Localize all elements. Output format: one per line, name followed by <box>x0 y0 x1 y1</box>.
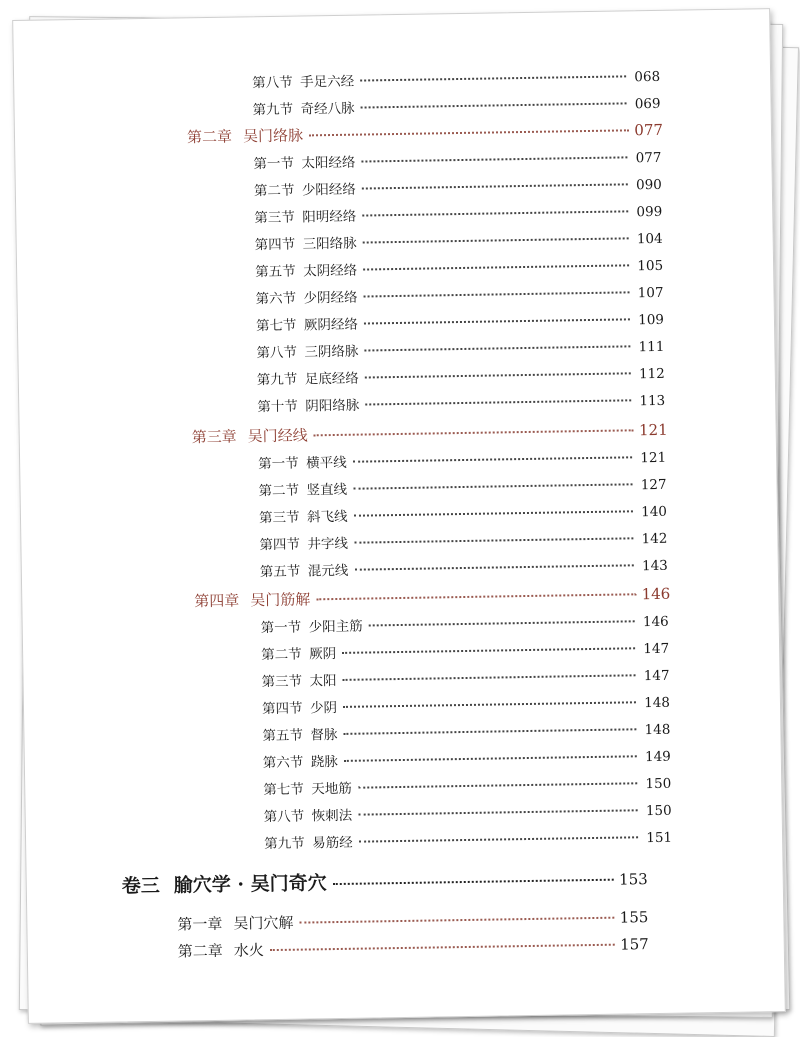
toc-entry <box>260 554 668 580</box>
toc-entry-title: 腧穴学 · 吴门奇穴 <box>173 872 327 897</box>
dot-leader <box>343 674 636 681</box>
toc-entry-title: 天地筋 <box>311 780 352 798</box>
toc-entry <box>194 583 670 611</box>
toc-entry-page: 147 <box>643 640 670 658</box>
dot-leader <box>353 510 632 516</box>
toc-entry-number: 第一节 <box>260 619 302 637</box>
toc-entry <box>263 745 671 771</box>
toc-entry <box>258 446 666 472</box>
dot-leader <box>364 345 630 351</box>
toc-entry <box>252 92 660 118</box>
toc-entry <box>258 473 666 499</box>
toc-entry-number: 第七节 <box>263 781 304 799</box>
toc-entry-page: 068 <box>634 68 661 86</box>
dot-leader <box>359 836 638 842</box>
dot-leader <box>314 429 634 436</box>
toc-entry-number: 第九节 <box>252 101 294 119</box>
toc-entry-title: 厥阴经络 <box>303 316 359 334</box>
toc-entry-number: 第六节 <box>255 290 297 308</box>
dot-leader <box>361 156 627 162</box>
toc-entry-title: 太阳经络 <box>301 154 356 172</box>
dot-leader <box>342 647 635 654</box>
dot-leader <box>362 183 628 189</box>
toc-entry-number: 第三节 <box>254 209 295 227</box>
toc-entry-title: 易筋经 <box>312 834 353 852</box>
toc-entry <box>256 335 664 361</box>
toc-entry-number: 第五节 <box>255 263 296 281</box>
toc-entry-number: 第四节 <box>254 236 296 254</box>
toc-entry-title: 少阳主筋 <box>308 618 363 636</box>
dot-leader <box>362 210 628 216</box>
toc-entry-page: 077 <box>634 120 664 140</box>
toc-entry-title: 恢刺法 <box>311 807 353 825</box>
dot-leader <box>364 318 630 324</box>
toc-entry-page: 147 <box>643 667 670 685</box>
toc-entry-title: 吴门筋解 <box>250 590 311 610</box>
toc-entry-number: 第四节 <box>261 700 303 718</box>
toc-entry-page: 127 <box>640 476 667 494</box>
toc-entry <box>262 718 670 744</box>
dot-leader <box>358 782 637 788</box>
toc-entry-number: 第三节 <box>258 509 300 527</box>
toc-entry-page: 146 <box>642 613 669 631</box>
toc-entry-number: 第八节 <box>256 344 298 362</box>
toc-entry-page: 113 <box>639 392 666 410</box>
toc-entry-page: 104 <box>636 230 663 248</box>
toc-entry-title: 太阴经络 <box>303 262 358 280</box>
toc-entry-number: 第九节 <box>264 835 305 853</box>
toc-entry <box>254 173 662 199</box>
dot-leader <box>363 264 629 270</box>
dot-leader <box>361 102 627 108</box>
toc-entry-number: 第三节 <box>261 673 303 691</box>
toc-entry <box>254 200 662 226</box>
toc-entry-title: 奇经八脉 <box>300 100 355 118</box>
toc-entry-page: 112 <box>638 365 665 383</box>
dot-leader <box>333 879 614 885</box>
toc-entry-title: 斜飞线 <box>306 508 348 526</box>
toc-entry-number: 第二节 <box>261 646 302 664</box>
toc-entry-number: 第三章 <box>191 427 237 447</box>
toc-entry-number: 第二节 <box>253 182 295 200</box>
toc-entry-title: 厥阴 <box>309 646 337 663</box>
toc-entry-title: 跷脉 <box>310 753 338 771</box>
toc-entry-page: 149 <box>644 748 671 766</box>
toc-entry <box>257 362 665 388</box>
toc-entry <box>261 664 669 690</box>
toc-entry-number: 卷三 <box>121 874 160 898</box>
toc-entry-title: 横平线 <box>306 454 347 472</box>
toc-entry <box>192 419 668 447</box>
dot-leader <box>365 372 631 378</box>
toc-entry-page: 121 <box>638 420 668 440</box>
toc-entry <box>178 933 649 961</box>
toc-entry-page: 148 <box>644 721 671 739</box>
dot-leader <box>369 620 635 626</box>
toc-entry-page: 153 <box>618 870 648 889</box>
toc-entry-title: 竖直线 <box>306 481 348 499</box>
toc-entry-number: 第八节 <box>252 74 293 92</box>
toc-entry <box>177 906 648 934</box>
toc-entry-title: 混元线 <box>307 562 349 580</box>
toc-entry-title: 吴门穴解 <box>233 913 294 933</box>
toc-entry-title: 手足六经 <box>300 73 355 91</box>
toc-entry <box>264 799 672 825</box>
toc-entry <box>261 637 669 663</box>
toc-entry-page: 105 <box>637 257 664 275</box>
dot-leader <box>363 237 629 243</box>
toc-entry <box>263 772 671 798</box>
toc-entry-title: 足底经络 <box>304 370 359 388</box>
toc-entry-number: 第一节 <box>253 155 295 173</box>
dot-leader <box>360 75 626 81</box>
toc-entry-title: 吴门经线 <box>247 426 308 446</box>
toc-entry-title: 三阴络脉 <box>304 343 359 361</box>
toc-entry-number: 第五节 <box>259 563 301 581</box>
toc-entry <box>261 610 669 636</box>
toc-entry-page: 077 <box>635 149 662 167</box>
toc-entry-number: 第二节 <box>258 482 300 500</box>
toc-entry-number: 第二章 <box>177 941 223 961</box>
toc-entry-title: 阴阳络脉 <box>305 397 360 415</box>
toc-entry <box>257 389 665 415</box>
dot-leader <box>270 944 615 951</box>
dot-leader <box>344 755 637 762</box>
toc-entry-title: 少阴经络 <box>303 289 358 307</box>
toc-entry-page: 111 <box>638 338 665 356</box>
toc-page <box>12 8 786 1024</box>
dot-leader <box>316 593 636 600</box>
toc-entry-page: 069 <box>634 95 661 113</box>
toc-entry-page: 099 <box>636 203 663 221</box>
toc-entry-page: 109 <box>638 311 665 329</box>
toc-entry <box>264 826 672 852</box>
toc-entry-number: 第九节 <box>256 371 298 389</box>
toc-entry-number: 第七节 <box>255 317 297 335</box>
toc-entry <box>256 308 664 334</box>
toc-entry <box>252 65 660 91</box>
toc-entry-number: 第四章 <box>194 591 240 611</box>
dot-leader <box>299 917 614 924</box>
dot-leader <box>343 701 636 708</box>
toc-entry-page: 155 <box>619 908 649 927</box>
toc-entry <box>255 254 663 280</box>
toc-entry <box>255 227 663 253</box>
toc-entry-number: 第二章 <box>186 127 233 147</box>
toc-entry-title: 少阴 <box>309 699 338 717</box>
toc-entry <box>255 281 663 307</box>
dot-leader <box>353 456 632 462</box>
toc-entry-page: 148 <box>644 694 671 712</box>
toc-entry-number: 第一节 <box>258 455 299 473</box>
toc-entry <box>259 527 667 553</box>
toc-entry-page: 150 <box>645 802 672 820</box>
toc-entry-title: 吴门络脉 <box>242 126 304 146</box>
toc-entry-page: 150 <box>645 775 672 793</box>
dot-leader <box>343 728 636 735</box>
toc-entry-page: 142 <box>641 530 668 548</box>
toc-entry-title: 井字线 <box>307 535 349 553</box>
toc-entry-title: 水火 <box>233 941 264 960</box>
toc-entry-page: 143 <box>641 557 668 575</box>
toc-entry <box>122 863 648 898</box>
dot-leader <box>309 129 629 136</box>
toc-entry-page: 140 <box>641 503 668 521</box>
toc-entry <box>187 119 663 147</box>
toc-entry-number: 第一章 <box>177 914 223 934</box>
toc-entry-number: 第六节 <box>262 754 304 772</box>
toc-entry <box>259 500 667 526</box>
toc-entry-page: 157 <box>619 935 649 954</box>
toc-entry-number: 第五节 <box>262 727 304 745</box>
dot-leader <box>354 564 633 570</box>
toc-entry <box>262 691 670 717</box>
toc-entry-number: 第八节 <box>263 808 305 826</box>
toc-entry-title: 太阳 <box>309 673 337 690</box>
toc-entry-page: 146 <box>641 584 671 604</box>
dot-leader <box>354 537 633 543</box>
toc-entry-title: 阳明经络 <box>302 208 357 226</box>
dot-leader <box>365 399 631 405</box>
toc-entry-number: 第十节 <box>257 398 298 416</box>
toc-entry-page: 090 <box>635 176 662 194</box>
toc-entry-number: 第四节 <box>259 536 301 554</box>
toc-entry-page: 107 <box>637 284 664 302</box>
dot-leader <box>358 809 637 815</box>
toc-entry-title: 三阳络脉 <box>302 235 357 253</box>
toc-entry-page: 151 <box>646 829 673 847</box>
toc-entry-title: 督脉 <box>310 726 338 744</box>
dot-leader <box>364 291 630 297</box>
toc-entry-title: 少阳经络 <box>301 181 356 199</box>
toc-entry <box>253 146 661 172</box>
toc-entry-page: 121 <box>640 449 667 467</box>
dot-leader <box>353 483 632 489</box>
